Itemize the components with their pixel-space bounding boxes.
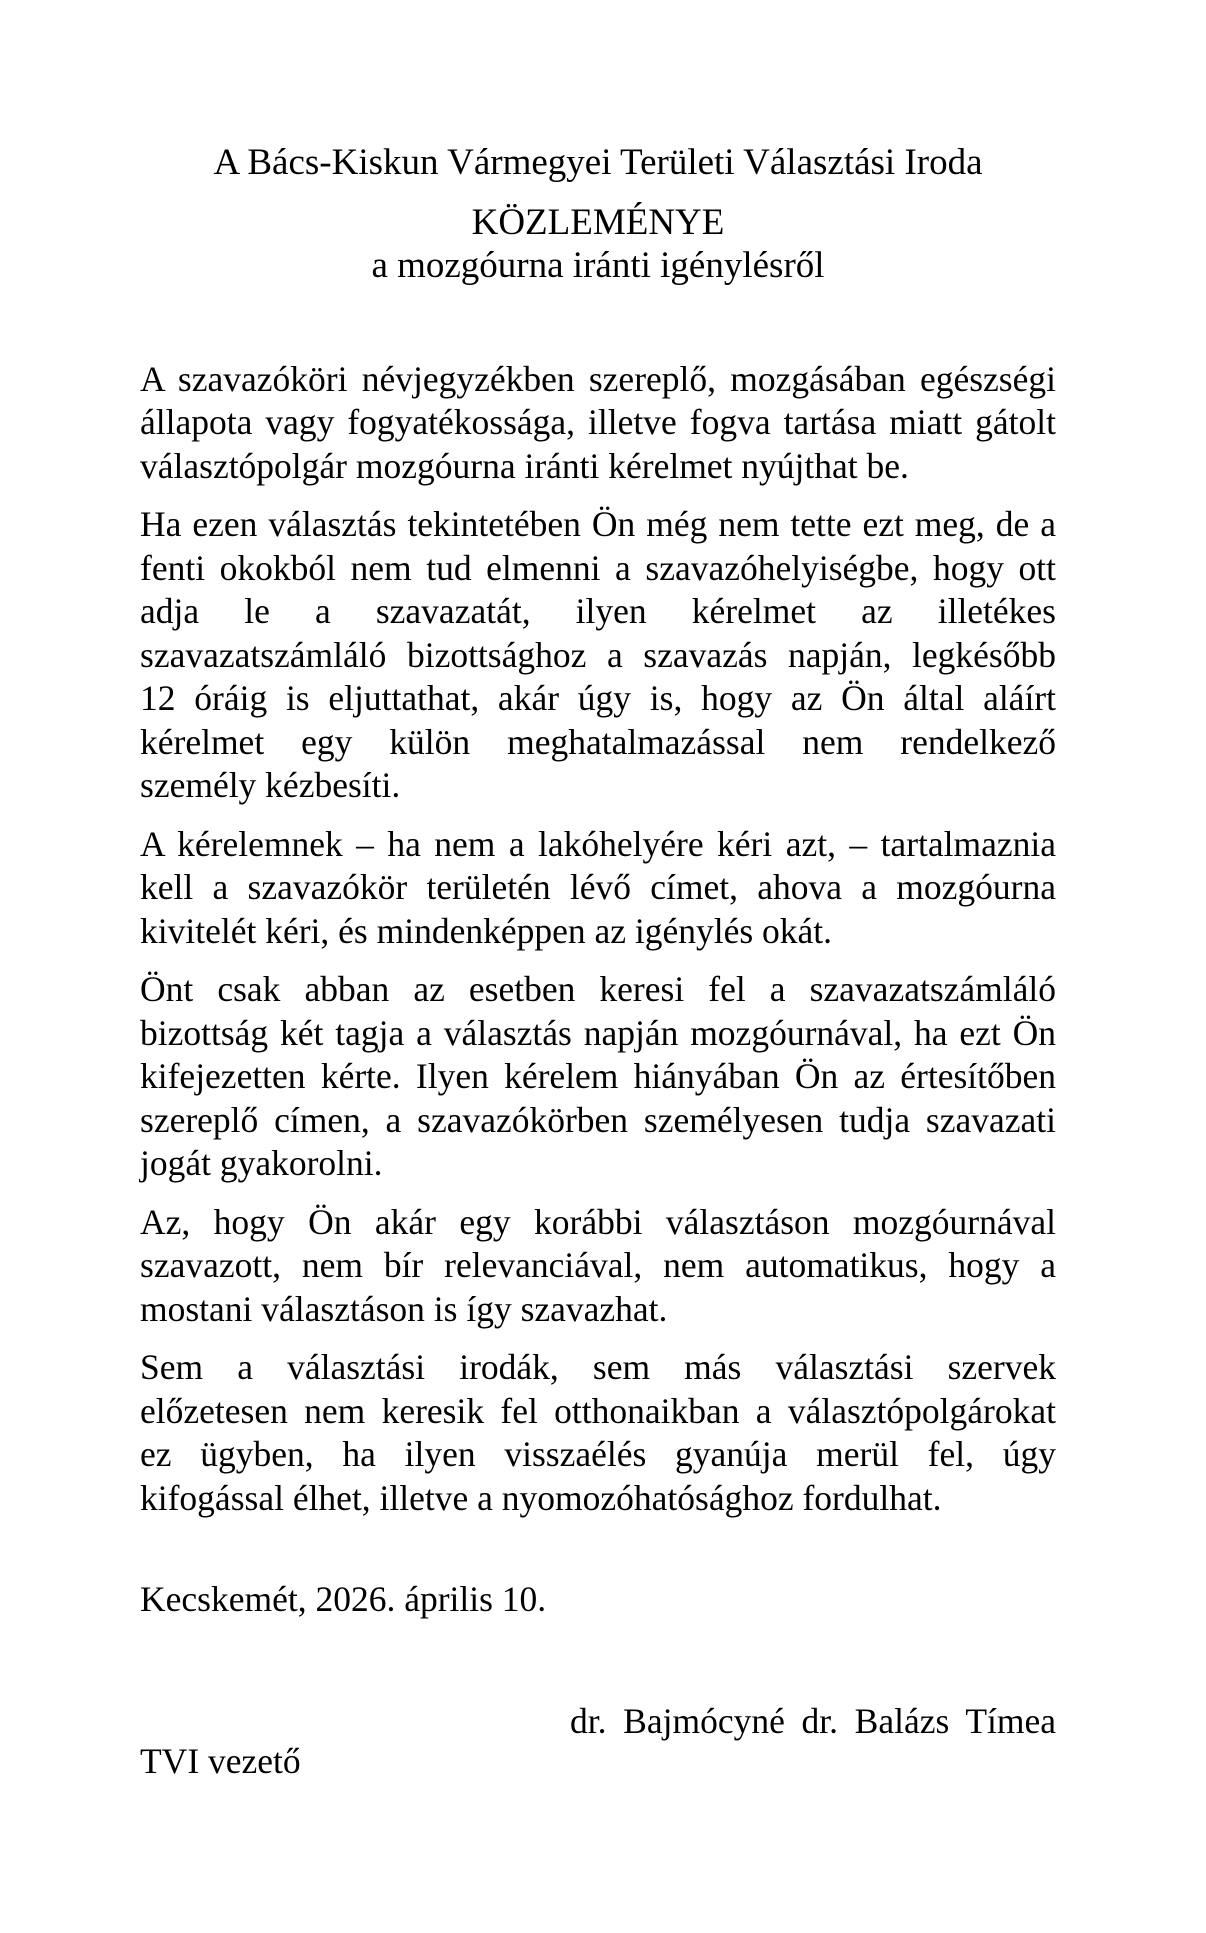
text-line: jogát gyakorolni.: [140, 1143, 383, 1183]
text-line: Az, hogy Ön akár egy korábbi választáson mozgóurnával: [140, 1201, 1056, 1242]
paragraph-fraud-warning: [140, 1346, 1056, 1520]
text-line: mostani választáson is így szavazhat.: [140, 1288, 668, 1329]
text-line: előzetesen nem keresik fel otthonaikban a választópolgárokat: [140, 1390, 1056, 1431]
text-line: személy kézbesíti.: [140, 765, 401, 805]
text-line: Önt csak abban az esetben keresi fel a szavazatszámláló: [140, 969, 1056, 1009]
text-line: szavazott, nem bír relevanciával, nem automatikus, hogy a: [140, 1245, 1056, 1285]
text-line: adja le a szavazatát, ilyen kérelmet az illetékes: [140, 591, 1056, 631]
signature-role: TVI vezető: [140, 1740, 301, 1781]
text-line: kivitelét kéri, és mindenképpen az igénylés okát.: [140, 910, 833, 951]
text-line: 12 óráig is eljuttathat, akár úgy is, hogy az Ön által aláírt: [140, 678, 1056, 718]
document-title-org: A Bács-Kiskun Vármegyei Területi Választási Iroda: [213, 142, 983, 183]
text-line: kérelmet egy külön meghatalmazással nem rendelkező: [140, 721, 1056, 762]
text-line: választópolgár mozgóurna iránti kérelmet nyújthat be.: [140, 445, 909, 486]
text-line: állapota vagy fogyatékossága, illetve fogva tartása miatt gátolt: [140, 402, 1056, 442]
paragraph-eligibility: [140, 358, 1056, 489]
document-content: [140, 0, 1056, 1781]
text-line: Ha ezen választás tekintetében Ön még nem tette ezt meg, de a: [140, 504, 1056, 544]
text-line: A kérelemnek – ha nem a lakóhelyére kéri azt, – tartalmaznia: [140, 823, 1056, 864]
text-line: fenti okokból nem tud elmenni a szavazóhelyiségbe, hogy ott: [140, 547, 1056, 588]
text-line: kell a szavazókör területén lévő címet, ahova a mozgóurna: [140, 867, 1056, 907]
document-body: [140, 358, 1056, 1521]
text-line: bizottság két tagja a választás napján mozgóurnával, ha ezt Ön: [140, 1012, 1056, 1053]
text-line: szereplő címen, a szavazókörben személyesen tudja szavazati: [140, 1099, 1056, 1140]
text-line: kifejezetten kérte. Ilyen kérelem hiányában Ön az értesítőben: [140, 1056, 1056, 1096]
paragraph-request-deadline: [140, 503, 1056, 808]
text-line: kifogással élhet, illetve a nyomozóhatósághoz fordulhat.: [140, 1477, 942, 1518]
text-line: szavazatszámláló bizottsághoz a szavazás napján, legkésőbb: [140, 634, 1056, 675]
paragraph-request-content: [140, 823, 1056, 954]
text-line: ez ügyben, ha ilyen visszaélés gyanúja merül fel, úgy: [140, 1434, 1056, 1474]
document-title-type: KÖZLEMÉNYE: [471, 201, 725, 243]
date-place-line: Kecskemét, 2026. április 10.: [140, 1579, 547, 1619]
text-line: A szavazóköri névjegyzékben szereplő, mozgásában egészségi: [140, 358, 1056, 399]
document-title-subject: a mozgóurna iránti igénylésről: [371, 245, 825, 286]
paragraph-committee-visit: [140, 968, 1056, 1186]
text-line: Sem a választási irodák, sem más választási szervek: [140, 1347, 1056, 1387]
signature-name: dr. Bajmócyné dr. Balázs Tímea: [570, 1700, 1056, 1741]
paragraph-previous-elections: [140, 1201, 1056, 1332]
